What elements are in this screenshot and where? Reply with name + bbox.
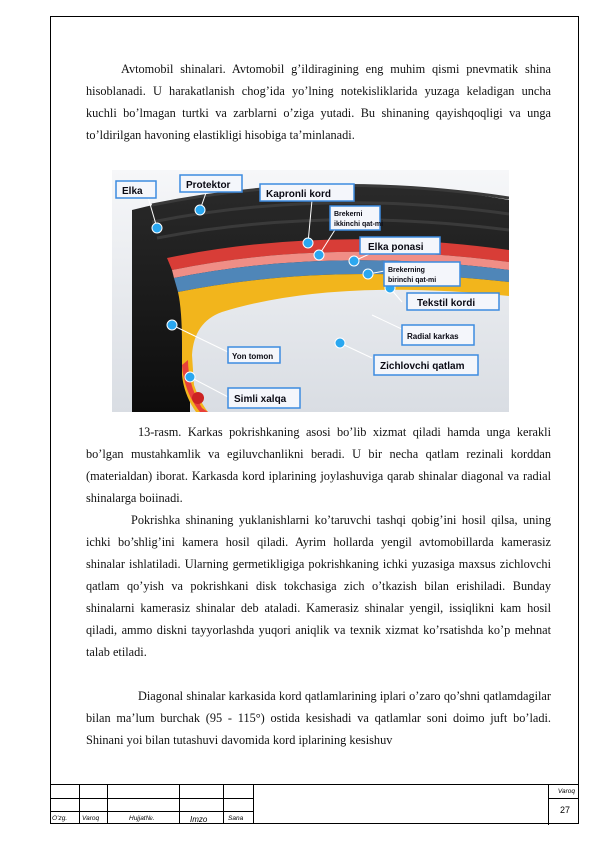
svg-text:Elka ponasi: Elka ponasi xyxy=(368,242,424,253)
label-elka-ponasi xyxy=(360,237,440,254)
tubeless-paragraph: Pokrishka shinaning yuklanishlarni ko’taruvchi tashqi qobig’ini hosil qilsa, uning ichki bo’shlig’ini kamera hosil qiladi. Ayrim hollarda yengil avtomobillarda kamerasiz shinalar ishlatiladi. Ularning germetikligiga pokrishkaning ichki yuzasiga maxsus zichlovchi qatlam qo’yish va pokrishkani disk tokchasiga zich o’tkazish bilan erishiladi. Bunday shinalarni kamerasiz shinalar deb ataladi. Kamerasiz shinalar yengil, issiqlikni kam hosil qiladi, ammo diskni tayyorlashda yuqori aniqlik va texnik xizmat ko’rsatishda ko’p mehnat talab etiladi. xyxy=(86,513,551,659)
svg-text:birinchi qat-mi: birinchi qat-mi xyxy=(388,277,437,284)
figure-caption-paragraph: 13-rasm. Karkas pokrishkaning asosi bo’lib xizmat qiladi hamda unga kerakli bo’lgan mustahkamlik va egiluvchanlikni beradi. U bir necha qatlam rezinali korddan (materialdan) iborat. Karkasda kord iplarining joylashuviga qarab shinalar diagonal va radial shinalarga boiinadi. xyxy=(86,425,551,505)
col-label-varoq: Varoq xyxy=(82,815,100,822)
svg-text:ikkinchi qat-mi: ikkinchi qat-mi xyxy=(334,221,384,228)
svg-text:Brekerning: Brekerning xyxy=(388,267,425,274)
varoq-label: Varoq xyxy=(557,788,575,795)
label-yon-tomon xyxy=(228,347,280,363)
col-label-hujjat: Hujjat№. xyxy=(129,815,155,822)
page-number: 27 xyxy=(559,805,570,815)
svg-text:Brekerni: Brekerni xyxy=(334,211,363,218)
label-radial-karkas xyxy=(402,325,474,345)
bead-wire xyxy=(192,392,204,404)
label-kapronli-kord xyxy=(260,184,354,201)
label-tekstil-kordi xyxy=(407,293,499,310)
tire-illustration xyxy=(112,170,509,412)
label-protektor xyxy=(180,175,242,192)
svg-text:Zichlovchi qatlam: Zichlovchi qatlam xyxy=(380,361,465,372)
diagonal-paragraph: Diagonal shinalar karkasida kord qatlamlarining iplari o’zaro qo’shni qatlamdagilar bilan ma’lum burchak (95 - 115°) ostida kesishadi va qatlamlar soni doimo juft bo’ladi. Shinani yoi bilan tutashuvi davomida kord iplarining kesishuv xyxy=(86,689,551,747)
label-elka xyxy=(116,181,156,198)
svg-text:Elka: Elka xyxy=(122,186,143,197)
svg-text:Protektor: Protektor xyxy=(186,180,231,191)
intro-paragraph: Avtomobil shinalari. Avtomobil g’ildiragining eng muhim qismi pnevmatik shina hisoblanadi. U harakatlanish chog’ida yo’lning notekisliklarida yuzaga keladigan uncha kuchli bo’lmagan turtki va zarblarni o’ziga yutadi. Bu shinaning qayishqoqligi va unga to’ldirilgan havoning elastikligi hisobiga ta’minlanadi. xyxy=(86,62,551,142)
col-label-imzo: Imzo xyxy=(190,815,208,824)
svg-text:Simli xalqa: Simli xalqa xyxy=(234,394,287,405)
label-zichlovchi-qatlam xyxy=(374,355,478,375)
svg-text:Kapronli kord: Kapronli kord xyxy=(266,189,332,200)
svg-text:Radial karkas: Radial karkas xyxy=(407,332,459,341)
label-brekerning-birinchi xyxy=(384,262,460,286)
svg-text:Tekstil kordi: Tekstil kordi xyxy=(417,298,476,309)
tire-cross-section-figure xyxy=(112,170,509,412)
title-block xyxy=(50,784,579,824)
label-brekerni-ikkinchi xyxy=(330,206,383,230)
svg-text:Yon tomon: Yon tomon xyxy=(232,352,274,361)
label-simli-xalqa xyxy=(228,388,300,408)
col-label-sana: Sana xyxy=(228,815,244,822)
col-label-ozg: O’zg. xyxy=(52,815,68,822)
